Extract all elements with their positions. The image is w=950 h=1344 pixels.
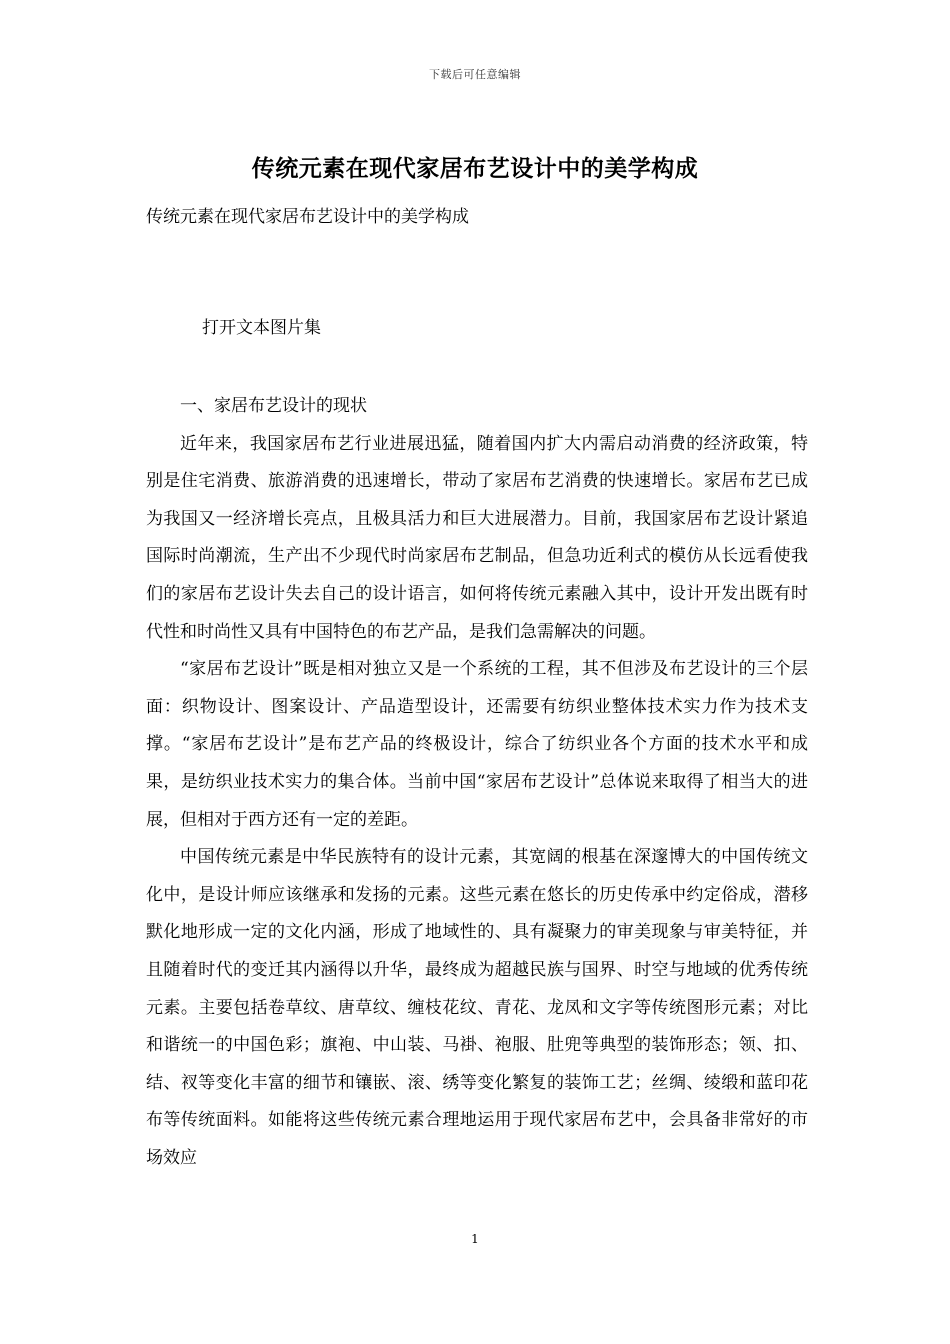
section-heading: 一、家居布艺设计的现状 (180, 396, 367, 416)
document-subtitle: 传统元素在现代家居布艺设计中的美学构成 (146, 207, 469, 227)
paragraph: 近年来，我国家居布艺行业进展迅猛，随着国内扩大内需启动消费的经济政策，特别是住宅消费、旅游消费的迅速增长，带动了家居布艺消费的快速增长。家居布艺已成为我国又一经济增长亮点，且极具活力和巨大进展潜力。目前，我国家居布艺设计紧追国际时尚潮流，生产出不少现代时尚家居布艺制品，但急功近利式的模仿从长远看使我们的家居布艺设计失去自己的设计语言，如何将传统元素融入其中，设计开发出既有时代性和时尚性又具有中国特色的布艺产品，是我们急需解决的问题。 (146, 433, 808, 642)
document-title: 传统元素在现代家居布艺设计中的美学构成 (251, 156, 699, 182)
open-image-gallery-link[interactable]: 打开文本图片集 (202, 318, 321, 338)
document-body (146, 388, 808, 1177)
page-number: 1 (471, 1232, 479, 1246)
paragraph: “家居布艺设计”既是相对独立又是一个系统的工程，其不但涉及布艺设计的三个层面：织物设计、图案设计、产品造型设计，还需要有纺织业整体技术实力作为技术支撑。“家居布艺设计”是布艺产品的终极设计，综合了纺织业各个方面的技术水平和成果，是纺织业技术实力的集合体。当前中国“家居布艺设计”总体说来取得了相当大的进展，但相对于西方还有一定的差距。 (146, 659, 808, 830)
paragraph: 中国传统元素是中华民族特有的设计元素，其宽阔的根基在深邃博大的中国传统文化中，是设计师应该继承和发扬的元素。这些元素在悠长的历史传承中约定俗成，潜移默化地形成一定的文化内涵，形成了地域性的、具有凝聚力的审美现象与审美特征，并且随着时代的变迁其内涵得以升华，最终成为超越民族与国界、时空与地域的优秀传统元素。主要包括卷草纹、唐草纹、缠枝花纹、青花、龙凤和文字等传统图形元素；对比和谐统一的中国色彩；旗袍、中山装、马褂、袍服、肚兜等典型的装饰形态；领、扣、结、衩等变化丰富的细节和镶嵌、滚、绣等变化繁复的装饰工艺；丝绸、绫缎和蓝印花布等传统面料。如能将这些传统元素合理地运用于现代家居布艺中，会具备非常好的市场效应 (146, 847, 808, 1168)
header-note: 下载后可任意编辑 (429, 68, 521, 81)
